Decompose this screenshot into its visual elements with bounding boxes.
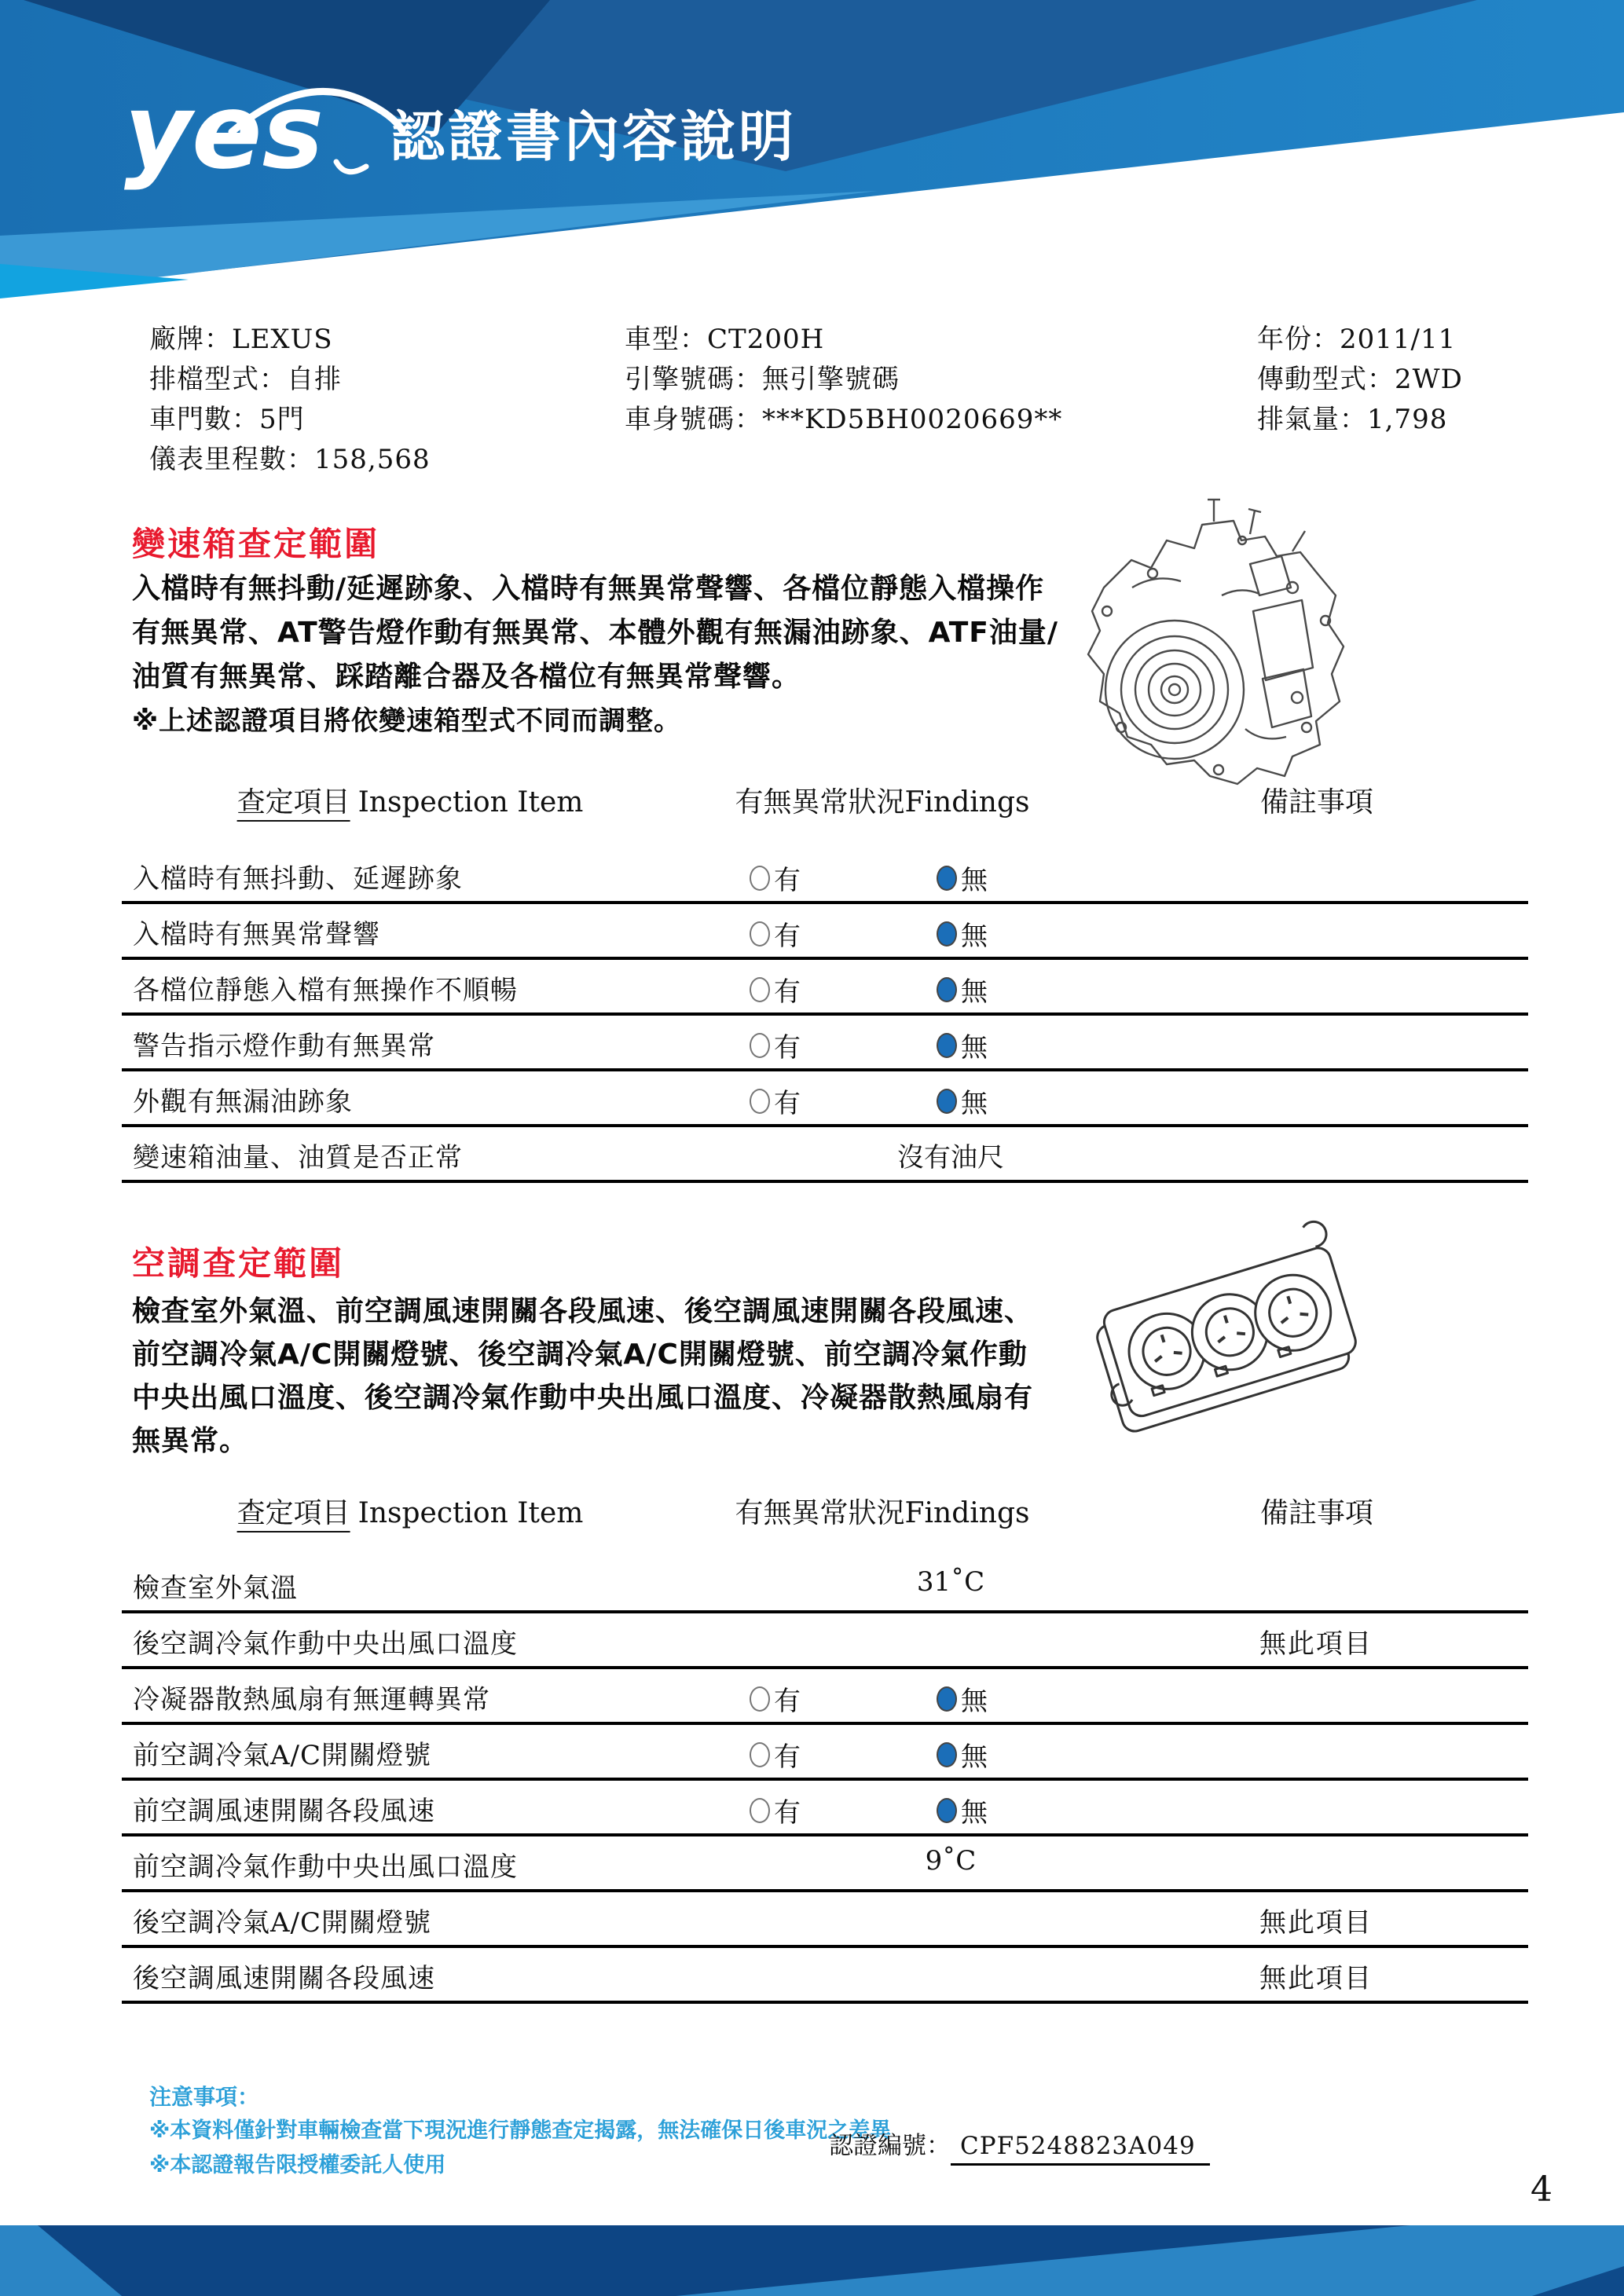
radio-no-circle[interactable] xyxy=(937,1742,957,1767)
info-odometer: 儀表里程數：158,568 xyxy=(149,444,431,475)
radio-no[interactable] xyxy=(937,859,988,897)
radio-yes[interactable] xyxy=(750,1679,801,1718)
info-gearbox: 排檔型式：自排 xyxy=(149,364,342,395)
radio-no-label: 無 xyxy=(961,1088,988,1119)
inspection-item-label: 後空調風速開關各段風速 xyxy=(133,1963,435,1994)
table-row xyxy=(122,1558,1528,1613)
inspection-item-label: 前空調冷氣作動中央出風口溫度 xyxy=(133,1851,518,1883)
certificate-number-line xyxy=(829,2126,1210,2161)
radio-no-label: 無 xyxy=(961,1686,988,1717)
radio-yes[interactable] xyxy=(750,1082,801,1120)
inspection-item-label: 檢查室外氣溫 xyxy=(133,1573,298,1604)
col-header-item xyxy=(237,780,584,820)
ac-panel-illustration xyxy=(1092,1208,1367,1459)
transmission-table xyxy=(122,848,1528,1183)
col-header-item xyxy=(237,1491,584,1531)
radio-yes-label: 有 xyxy=(774,921,801,952)
certificate-number: CPF5248823A049 xyxy=(951,2132,1210,2166)
radio-yes-circle[interactable] xyxy=(750,1686,770,1712)
radio-no[interactable] xyxy=(937,1735,988,1774)
table-row xyxy=(122,1725,1528,1781)
transmission-illustration xyxy=(1057,493,1371,800)
radio-no-label: 無 xyxy=(961,1032,988,1064)
col-header-item-cjk: 查定項目 xyxy=(237,786,350,822)
radio-yes-label: 有 xyxy=(774,1686,801,1717)
radio-yes[interactable] xyxy=(750,1026,801,1064)
radio-no-circle[interactable] xyxy=(937,1686,957,1712)
finding-value: 31˚C xyxy=(916,1566,985,1598)
notice-title: 注意事項： xyxy=(149,2084,260,2110)
page-title: 認證書內容說明 xyxy=(390,104,797,169)
table-row xyxy=(122,1669,1528,1725)
ac-section-description xyxy=(132,1290,1091,1463)
info-brand: 廠牌：LEXUS xyxy=(149,324,333,355)
radio-no-circle[interactable] xyxy=(937,977,957,1002)
radio-no-label: 無 xyxy=(961,865,988,896)
certificate-number-label: 認證編號： xyxy=(829,2132,951,2160)
info-drive: 傳動型式：2WD xyxy=(1257,364,1463,395)
radio-yes-circle[interactable] xyxy=(750,1798,770,1823)
radio-yes-circle[interactable] xyxy=(750,921,770,947)
inspection-item-label: 入檔時有無抖動、延遲跡象 xyxy=(133,863,463,895)
radio-no-circle[interactable] xyxy=(937,1798,957,1823)
radio-yes[interactable] xyxy=(750,970,801,1009)
radio-yes-label: 有 xyxy=(774,1741,801,1773)
desc-line: 前空調冷氣A/C開關燈號、後空調冷氣A/C開關燈號、前空調冷氣作動 xyxy=(132,1338,1028,1371)
transmission-section-title: 變速箱查定範圍 xyxy=(132,525,380,563)
radio-yes-label: 有 xyxy=(774,1797,801,1829)
logo-text: yes xyxy=(124,71,324,192)
radio-yes[interactable] xyxy=(750,1735,801,1774)
radio-no-label: 無 xyxy=(961,976,988,1008)
radio-no-label: 無 xyxy=(961,1797,988,1829)
table-row xyxy=(122,1127,1528,1183)
page-number: 4 xyxy=(1531,2170,1553,2210)
inspection-item-label: 外觀有無漏油跡象 xyxy=(133,1086,353,1118)
radio-no[interactable] xyxy=(937,1791,988,1829)
remark-value: 無此項目 xyxy=(1259,1628,1373,1660)
info-engine-no: 引擎號碼：無引擎號碼 xyxy=(625,364,900,395)
inspection-item-label: 變速箱油量、油質是否正常 xyxy=(133,1142,463,1174)
table-row xyxy=(122,1781,1528,1836)
info-displacement: 排氣量：1,798 xyxy=(1257,404,1448,435)
radio-no[interactable] xyxy=(937,970,988,1009)
col-header-remarks: 備註事項 xyxy=(1259,1497,1374,1529)
col-header-item-en: Inspection Item xyxy=(357,1497,584,1529)
table-row xyxy=(122,1613,1528,1669)
inspection-item-label: 前空調冷氣A/C開關燈號 xyxy=(133,1740,432,1771)
radio-yes-label: 有 xyxy=(774,1088,801,1119)
radio-no[interactable] xyxy=(937,1026,988,1064)
finding-value: 9˚C xyxy=(925,1845,977,1877)
desc-line: 油質有無異常、踩踏離合器及各檔位有無異常聲響。 xyxy=(132,661,801,693)
inspection-item-label: 冷凝器散熱風扇有無運轉異常 xyxy=(133,1684,490,1716)
inspection-item-label: 各檔位靜態入檔有無操作不順暢 xyxy=(133,975,518,1006)
desc-line: 檢查室外氣溫、前空調風速開關各段風速、後空調風速開關各段風速、 xyxy=(132,1295,1034,1327)
inspection-item-label: 前空調風速開關各段風速 xyxy=(133,1796,435,1827)
radio-no[interactable] xyxy=(937,1082,988,1120)
table-row xyxy=(122,1892,1528,1948)
remark-value: 無此項目 xyxy=(1259,1907,1373,1939)
radio-yes[interactable] xyxy=(750,914,801,953)
remark-value: 無此項目 xyxy=(1259,1963,1373,1994)
table-row xyxy=(122,1071,1528,1127)
radio-no-label: 無 xyxy=(961,1741,988,1773)
radio-no[interactable] xyxy=(937,914,988,953)
inspection-item-label: 入檔時有無異常聲響 xyxy=(133,919,380,950)
radio-yes-label: 有 xyxy=(774,976,801,1008)
desc-line: 無異常。 xyxy=(132,1425,249,1457)
radio-yes[interactable] xyxy=(750,859,801,897)
notice-line: ※本認證報告限授權委託人使用 xyxy=(149,2153,446,2177)
table-row xyxy=(122,904,1528,960)
radio-yes[interactable] xyxy=(750,1791,801,1829)
table-row xyxy=(122,960,1528,1016)
radio-no-circle[interactable] xyxy=(937,921,957,947)
ac-section-title: 空調查定範圍 xyxy=(132,1244,345,1283)
radio-no[interactable] xyxy=(937,1679,988,1718)
col-header-remarks: 備註事項 xyxy=(1259,786,1374,818)
radio-yes-circle[interactable] xyxy=(750,1089,770,1114)
table-row xyxy=(122,1948,1528,2004)
radio-no-label: 無 xyxy=(961,921,988,952)
table-row xyxy=(122,1016,1528,1071)
radio-yes-circle[interactable] xyxy=(750,1033,770,1058)
table-row xyxy=(122,1836,1528,1892)
col-header-item-cjk: 查定項目 xyxy=(237,1497,350,1532)
radio-yes-circle[interactable] xyxy=(750,1742,770,1767)
finding-value: 沒有油尺 xyxy=(897,1142,1004,1174)
col-header-findings: 有無異常狀況Findings xyxy=(735,786,1030,818)
inspection-item-label: 後空調冷氣作動中央出風口溫度 xyxy=(133,1628,518,1660)
table-row xyxy=(122,848,1528,904)
info-year: 年份：2011/11 xyxy=(1257,324,1457,355)
footer-banner xyxy=(0,2225,1624,2296)
radio-no-circle[interactable] xyxy=(937,1033,957,1058)
info-doors: 車門數：5門 xyxy=(149,404,305,435)
transmission-section-note: ※上述認證項目將依變速箱型式不同而調整。 xyxy=(132,705,682,737)
info-vin: 車身號碼：***KD5BH0020669** xyxy=(625,404,1063,435)
col-header-findings: 有無異常狀況Findings xyxy=(735,1497,1030,1529)
inspection-item-label: 警告指示燈作動有無異常 xyxy=(133,1031,435,1062)
radio-no-circle[interactable] xyxy=(937,1089,957,1114)
radio-yes-circle[interactable] xyxy=(750,866,770,891)
col-header-item-en: Inspection Item xyxy=(357,786,584,818)
desc-line: 入檔時有無抖動/延遲跡象、入檔時有無異常聲響、各檔位靜態入檔操作 xyxy=(132,573,1045,605)
transmission-section-description xyxy=(132,567,1091,743)
desc-line: 中央出風口溫度、後空調冷氣作動中央出風口溫度、冷凝器散熱風扇有 xyxy=(132,1382,1034,1414)
radio-yes-circle[interactable] xyxy=(750,977,770,1002)
radio-yes-label: 有 xyxy=(774,865,801,896)
radio-no-circle[interactable] xyxy=(937,866,957,891)
info-model: 車型：CT200H xyxy=(625,324,825,355)
ac-table xyxy=(122,1558,1528,2004)
inspection-item-label: 後空調冷氣A/C開關燈號 xyxy=(133,1907,432,1939)
desc-line: 有無異常、AT警告燈作動有無異常、本體外觀有無漏油跡象、ATF油量/ xyxy=(132,617,1058,649)
radio-yes-label: 有 xyxy=(774,1032,801,1064)
notice-line: ※本資料僅針對車輛檢查當下現況進行靜態查定揭露，無法確保日後車況之差異 xyxy=(149,2118,892,2143)
